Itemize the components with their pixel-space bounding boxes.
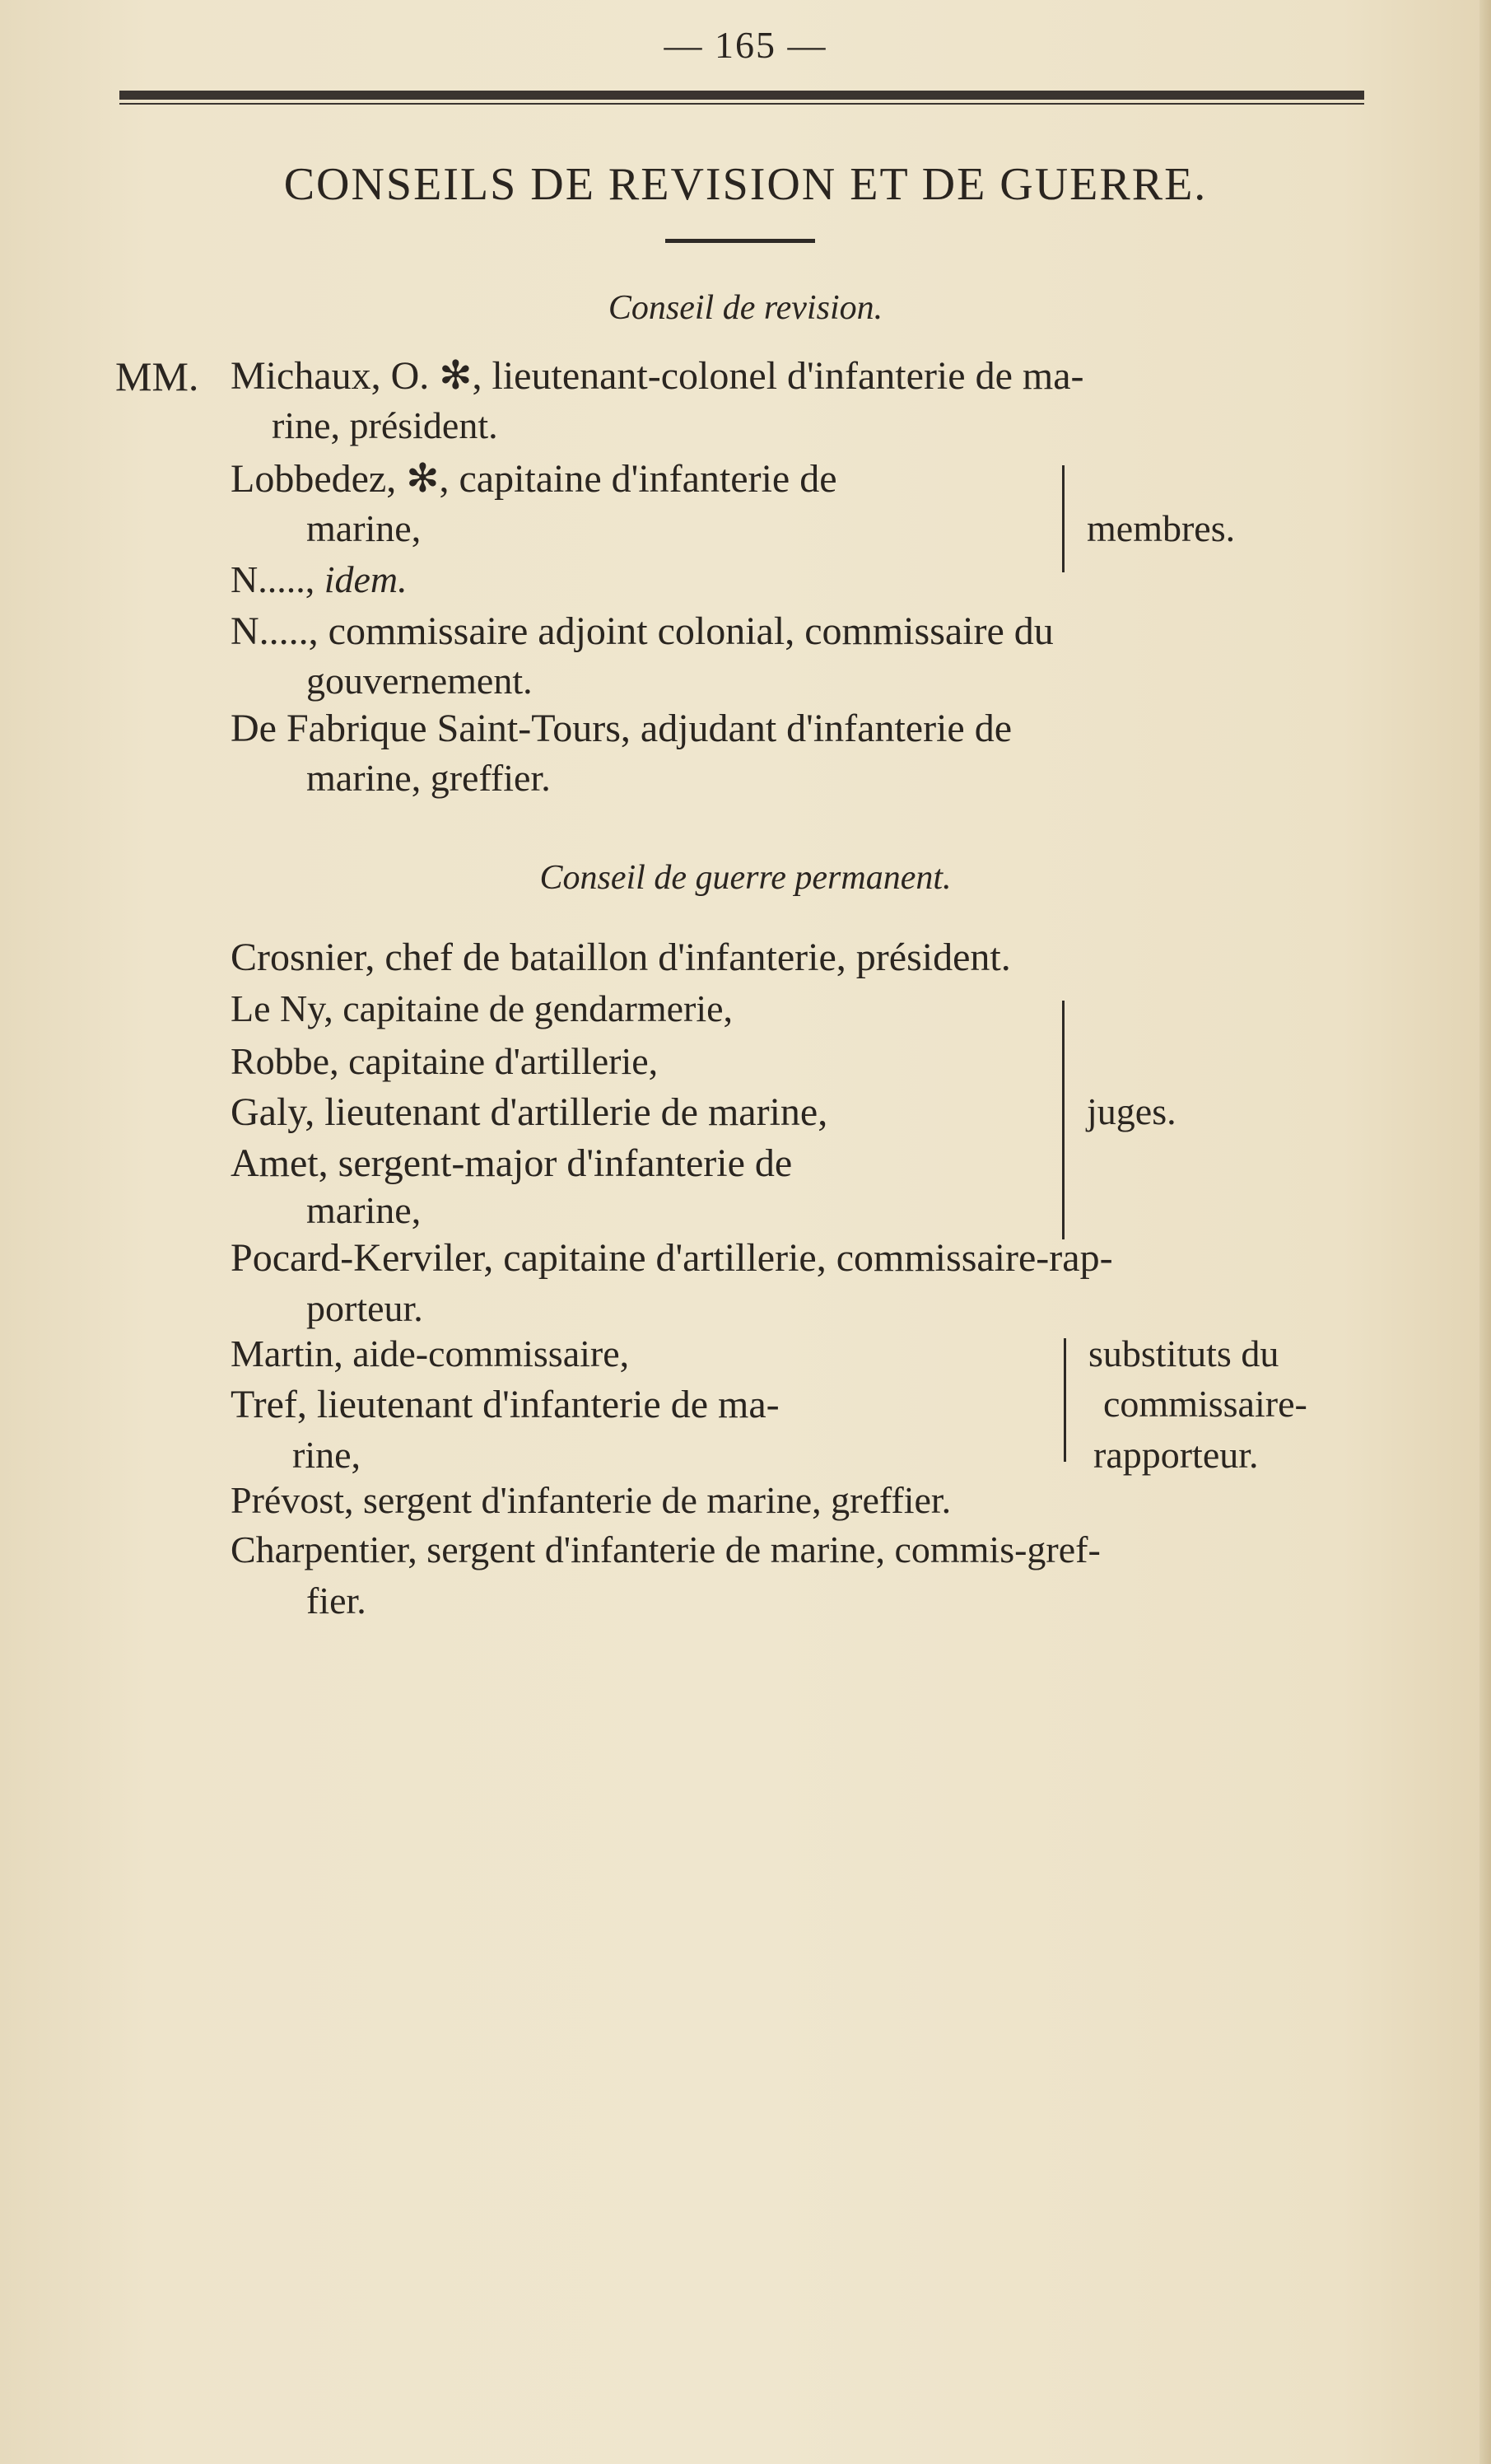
galy-line: Galy, lieutenant d'artillerie de marine, [231,1090,828,1134]
juges-label: juges. [1087,1090,1176,1132]
pocard-line-2: porteur. [306,1287,423,1329]
lobbedez-line-2: marine, [306,507,422,549]
membres-brace [1062,465,1065,572]
robbe-line: Robbe, capitaine d'artillerie, [231,1040,659,1082]
amet-line-2: marine, [306,1189,422,1231]
n-idem-italic: idem. [324,558,408,600]
title-rule [665,239,815,243]
subhead-revision: Conseil de revision. [608,289,883,327]
section-title: CONSEILS DE REVISION ET DE GUERRE. [283,159,1208,210]
leny-line: Le Ny, capitaine de gendarmerie, [231,987,734,1029]
juges-brace [1062,1001,1065,1239]
n-commissaire-line-2: gouvernement. [306,660,533,702]
page-edge [1479,0,1491,2464]
amet-line-1: Amet, sergent-major d'infanterie de [231,1141,793,1185]
crosnier-line: Crosnier, chef de bataillon d'infanterie, président. [231,936,1011,979]
charpentier-line-2: fier. [306,1580,366,1622]
n-idem-line [231,558,408,601]
pocard-line-1: Pocard-Kerviler, capitaine d'artillerie, commissaire-rap- [231,1236,1113,1280]
mm-label: MM. [115,353,199,399]
tref-line-2: rine, [292,1434,361,1476]
martin-line: Martin, aide-commissaire, [231,1332,630,1374]
charpentier-line-1: Charpentier, sergent d'infanterie de marine, commis-gref- [231,1528,1101,1570]
n-commissaire-line-1: N....., commissaire adjoint colonial, commissaire du [231,609,1054,653]
substituts-brace [1064,1338,1066,1462]
header-rule-thick [119,91,1364,100]
n-idem-name: N....., [231,558,324,600]
michaux-line-1: Michaux, O. ✻, lieutenant-colonel d'infanterie de ma- [231,354,1084,398]
page-number: — 165 — [664,24,827,66]
header-rule-thin [119,103,1364,105]
subhead-guerre: Conseil de guerre permanent. [539,859,952,897]
substituts-line-1: substituts du [1088,1332,1279,1374]
membres-label: membres. [1087,507,1236,549]
fabrique-line-1: De Fabrique Saint-Tours, adjudant d'infanterie de [231,707,1013,750]
lobbedez-line-1: Lobbedez, ✻, capitaine d'infanterie de [231,457,837,501]
substituts-line-2: commissaire- [1103,1383,1307,1425]
michaux-line-2: rine, président. [272,404,498,446]
fabrique-line-2: marine, greffier. [306,757,551,799]
prevost-line: Prévost, sergent d'infanterie de marine, greffier. [231,1479,952,1521]
substituts-line-3: rapporteur. [1093,1434,1259,1476]
tref-line-1: Tref, lieutenant d'infanterie de ma- [231,1383,780,1426]
